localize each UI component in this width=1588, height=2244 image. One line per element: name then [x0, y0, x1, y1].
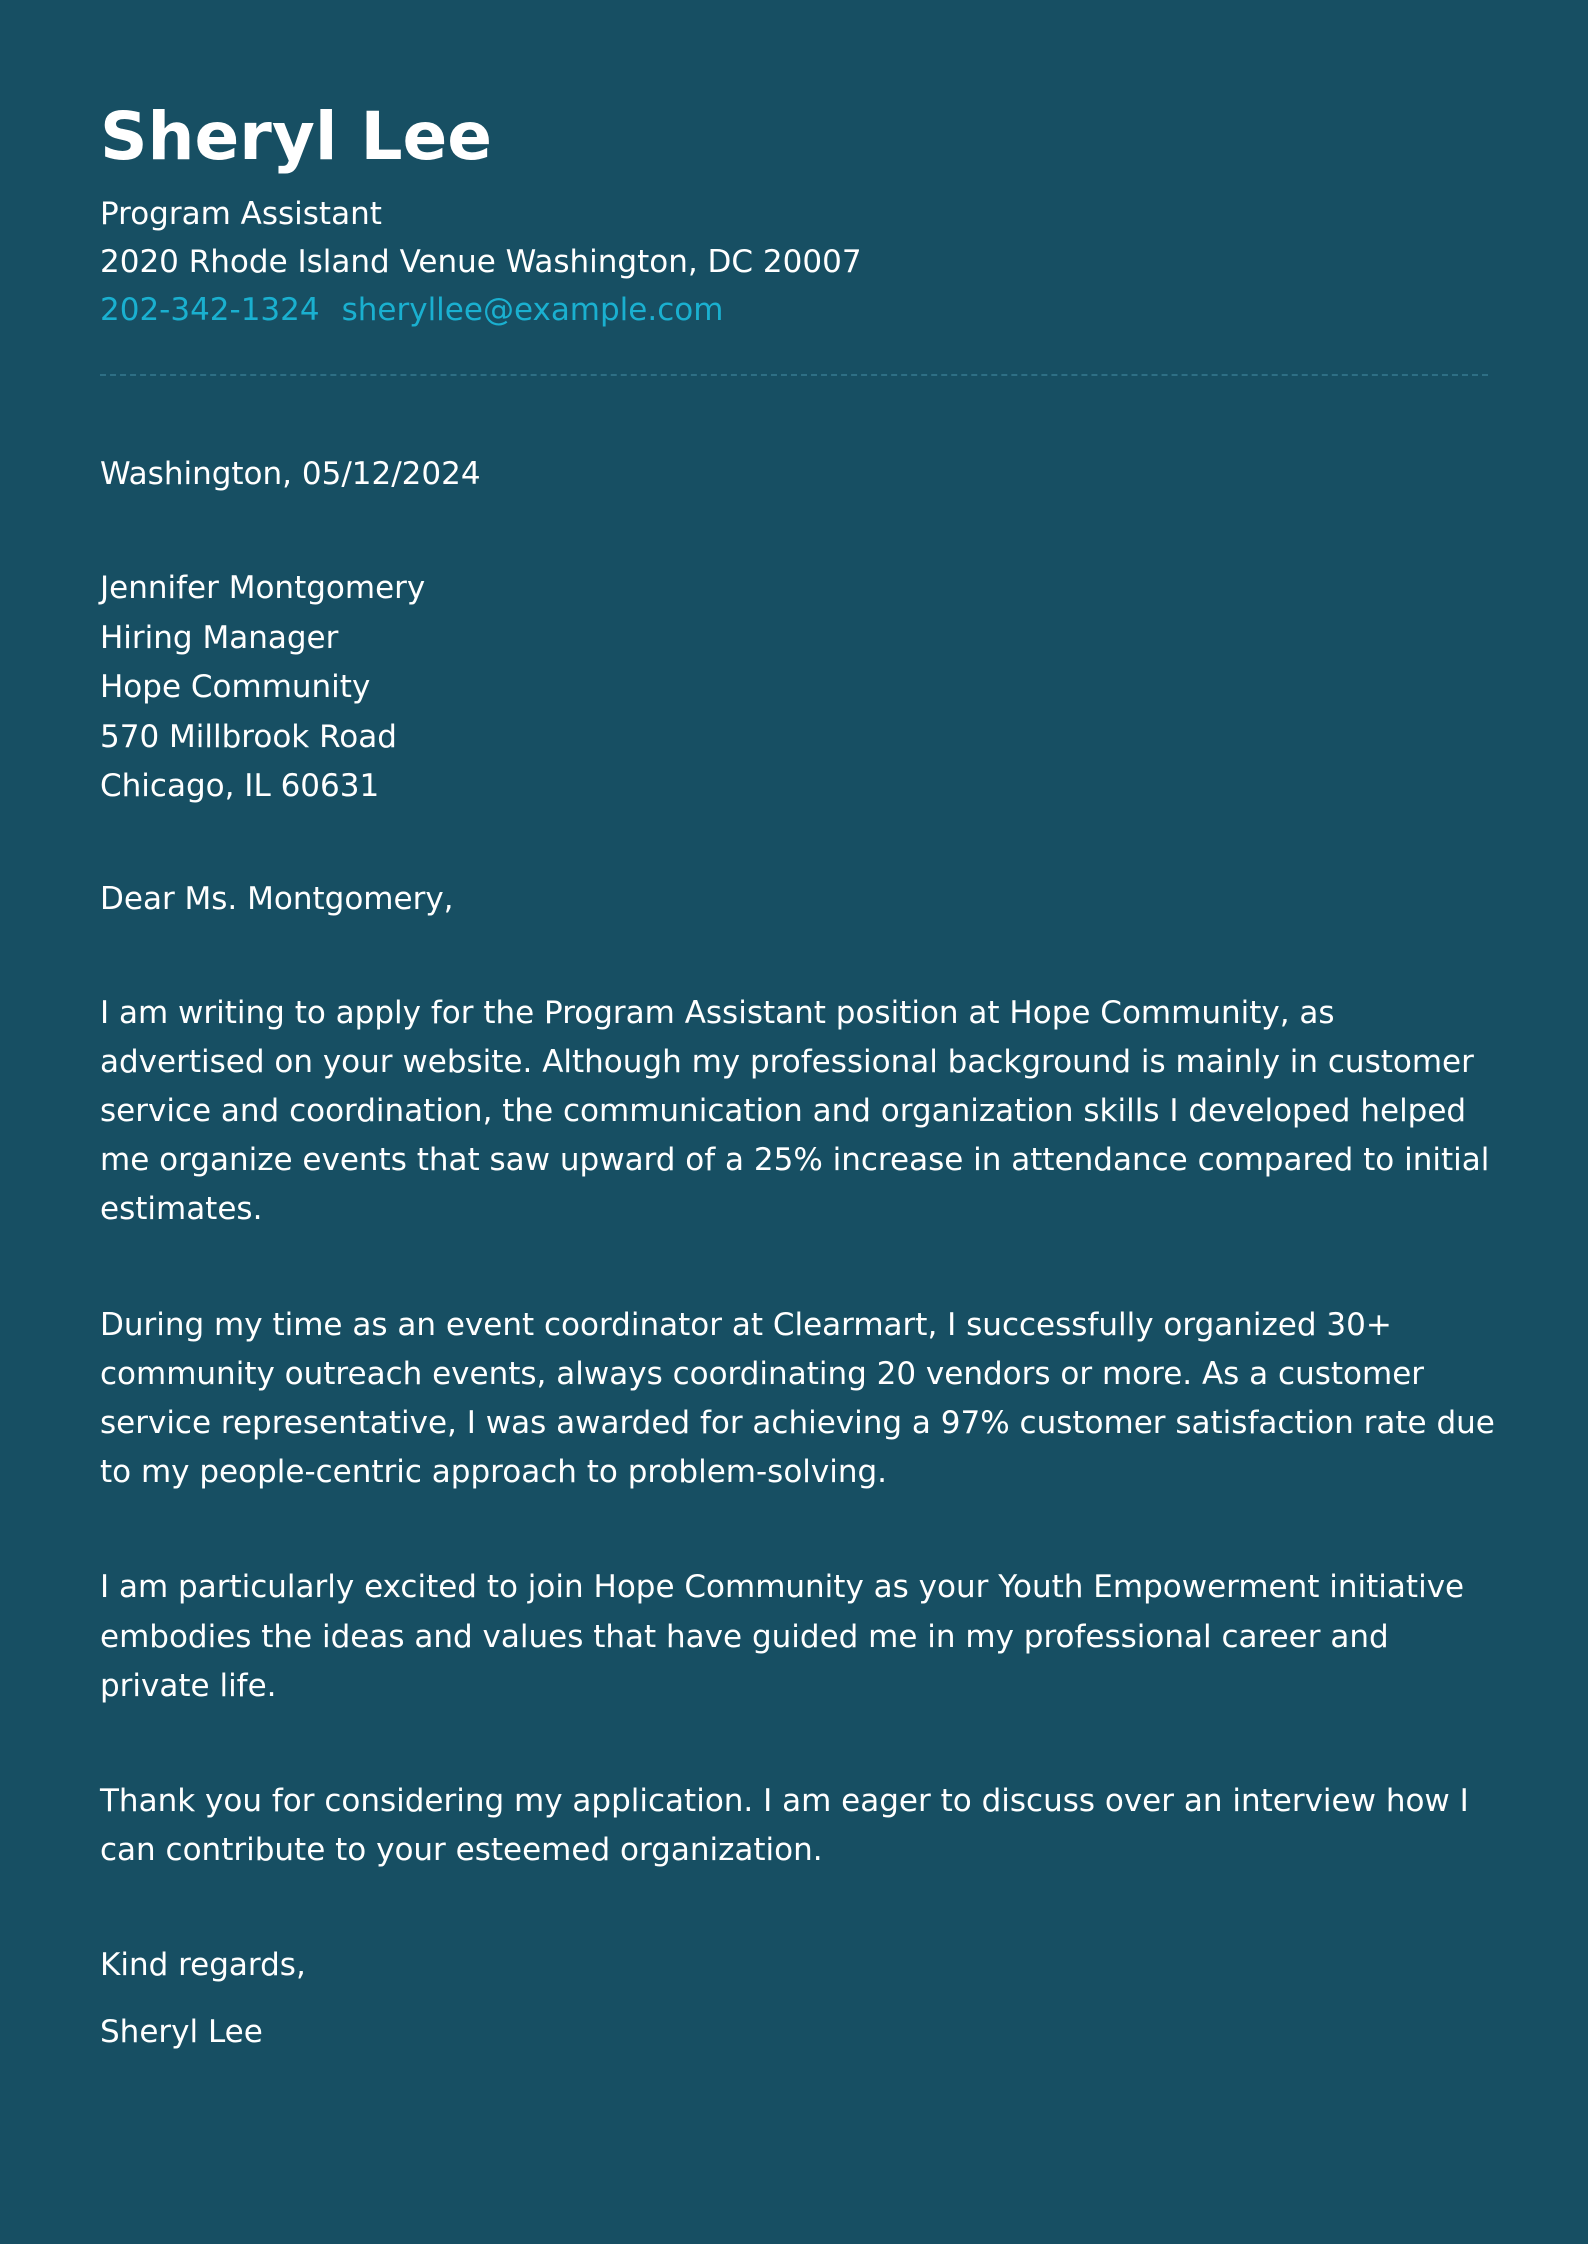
sender-address: 2020 Rhode Island Venue Washington, DC 20007	[100, 244, 862, 280]
recipient-name: Jennifer Montgomery	[100, 570, 426, 606]
body-paragraph-4: Thank you for considering my application. I am eager to discuss over an interview how I can contribute to your esteemed organization.	[100, 1782, 1469, 1869]
letter-date: Washington, 05/12/2024	[100, 456, 481, 492]
body-paragraph-1: I am writing to apply for the Program Assistant position at Hope Community, as advertised on your website. Although my professional background is mainly in customer service and coordination, the communication and organization skills I developed helped me organize events that saw upward of a 25% increase in attendance compared to initial estimates.	[100, 994, 1490, 1228]
letter-header	[100, 98, 1488, 334]
recipient-city: Chicago, IL 60631	[100, 768, 380, 804]
signature: Sheryl Lee	[100, 2014, 263, 2051]
closing: Kind regards,	[100, 1947, 306, 1984]
salutation: Dear Ms. Montgomery,	[100, 880, 454, 917]
sender-contact	[100, 286, 1488, 334]
sender-job-title: Program Assistant	[100, 196, 382, 232]
sender-name: Sheryl Lee	[100, 98, 493, 175]
body-paragraph-2: During my time as an event coordinator at Clearmart, I successfully organized 30+ community outreach events, always coordinating 20 vendors or more. As a customer service representative, I was awarded for achieving a 97% customer satisfaction rate due to my people-centric approach to problem-solving.	[100, 1306, 1495, 1491]
email-link[interactable]: sheryllee@example.com	[341, 292, 724, 328]
phone-link[interactable]: 202-342-1324	[100, 292, 320, 328]
header-divider	[100, 374, 1488, 376]
recipient-title: Hiring Manager	[100, 619, 339, 656]
recipient-organization: Hope Community	[100, 669, 371, 705]
body-paragraph-3: I am particularly excited to join Hope Community as your Youth Empowerment initiative embodies the ideas and values that have guided me in my professional career and private life.	[100, 1569, 1465, 1704]
recipient-block	[100, 564, 1488, 812]
recipient-street: 570 Millbrook Road	[100, 718, 397, 755]
